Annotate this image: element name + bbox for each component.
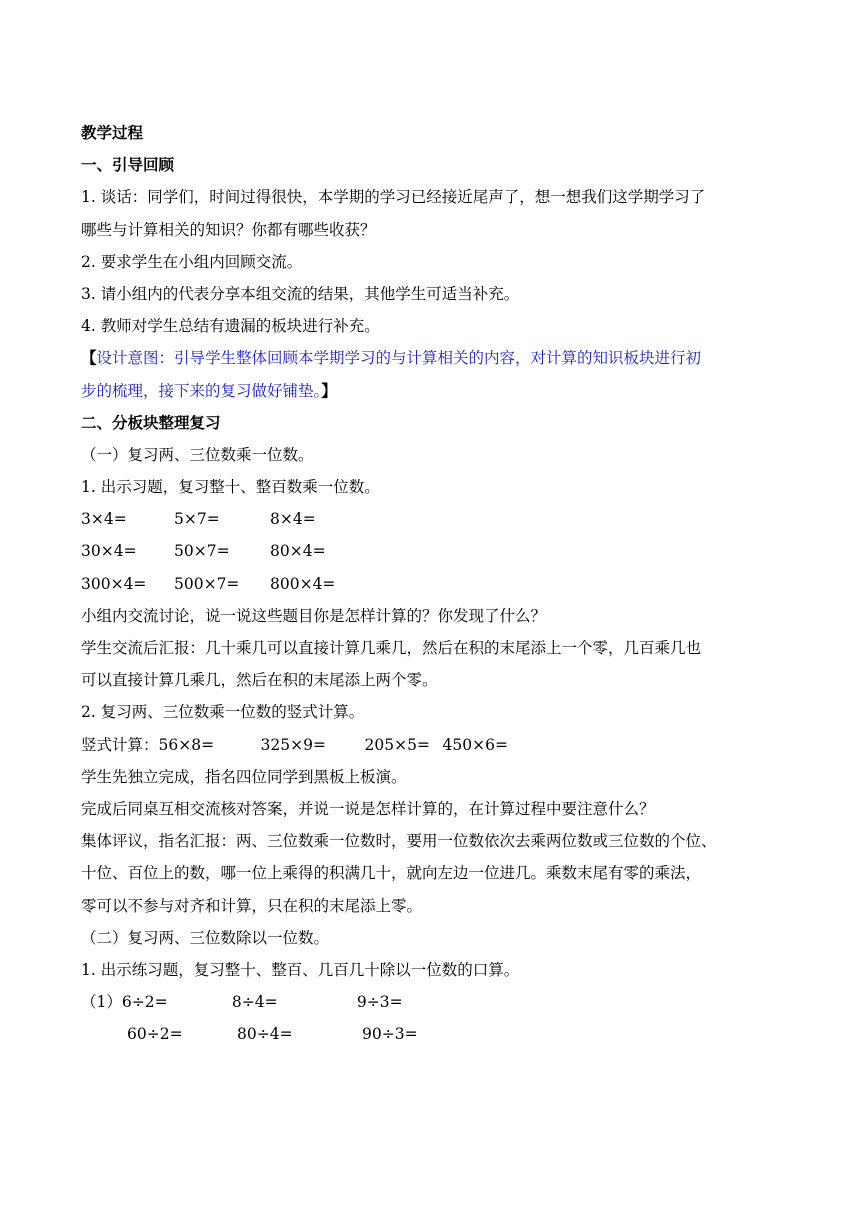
paragraph: 4. 教师对学生总结有遗漏的板块进行补充。 (81, 317, 380, 336)
expression: 450×6= (442, 735, 508, 754)
vertical-calc-label: 竖式计算： (81, 735, 159, 754)
paragraph: 可以直接计算几乘几，然后在积的末尾添上两个零。 (81, 671, 438, 690)
expression: 60÷2= (127, 1025, 183, 1044)
expression: 30×4= (81, 542, 137, 561)
paragraph: 哪些与计算相关的知识？你都有哪些收获？ (81, 220, 376, 239)
expression: 50×7= (174, 542, 230, 561)
expression: 3×4= (81, 510, 127, 529)
paragraph: 3. 请小组内的代表分享本组交流的结果，其他学生可适当补充。 (81, 284, 520, 303)
bracket-open: 【 (81, 348, 97, 368)
heading-block-review: 二、分板块整理复习 (81, 413, 221, 432)
paragraph: 2. 复习两、三位数乘一位数的竖式计算。 (81, 703, 365, 722)
paragraph: 小组内交流讨论，说一说这些题目你是怎样计算的？你发现了什么？ (81, 606, 547, 625)
section-title: 教学过程 (81, 124, 144, 142)
heading-guided-review: 一、引导回顾 (81, 156, 175, 175)
expression: 500×7= (174, 574, 240, 593)
paragraph: 学生交流后汇报：几十乘几可以直接计算几乘几，然后在积的末尾添上一个零，几百乘几也 (81, 639, 702, 657)
expression: 80÷4= (237, 1025, 293, 1044)
bracket-close: 】 (321, 380, 337, 400)
expression: 8×4= (270, 510, 316, 529)
item-number: （1） (81, 993, 122, 1012)
paragraph: 十位、百位上的数，哪一位上乘得的积满几十，就向左边一位进几。乘数末尾有零的乘法， (81, 864, 702, 883)
expression: 300×4= (81, 574, 147, 593)
design-intent (81, 342, 781, 374)
subheading-division: （二）复习两、三位数除以一位数。 (81, 928, 330, 947)
expression: 205×5= (364, 735, 430, 754)
div-row (81, 1018, 781, 1050)
design-intent-text: 步的梳理，接下来的复习做好铺垫。 (81, 381, 322, 400)
mult-row (81, 568, 781, 600)
mult-row (81, 503, 781, 535)
document-body (81, 117, 781, 1050)
expression: 9÷3= (356, 993, 403, 1012)
paragraph: 2. 要求学生在小组内回顾交流。 (81, 252, 303, 271)
expression: 6÷2= (121, 993, 168, 1012)
expression: 56×8= (158, 735, 215, 754)
div-row (81, 986, 781, 1018)
expression: 800×4= (270, 574, 336, 593)
paragraph: 1. 出示练习题，复习整十、整百、几百几十除以一位数的口算。 (81, 960, 520, 979)
subheading-multiplication: （一）复习两、三位数乘一位数。 (81, 445, 314, 464)
paragraph: 学生先独立完成，指名四位同学到黑板上板演。 (81, 767, 407, 786)
expression: 325×9= (260, 735, 326, 754)
expression: 5×7= (174, 510, 220, 529)
paragraph: 完成后同桌互相交流核对答案，并说一说是怎样计算的，在计算过程中要注意什么？ (81, 799, 655, 818)
design-intent-cont (81, 375, 781, 407)
mult-row (81, 535, 781, 567)
paragraph: 1. 谈话：同学们，时间过得很快，本学期的学习已经接近尾声了，想一想我们这学期学习了 (81, 188, 706, 207)
design-intent-text: 设计意图：引导学生整体回顾本学期学习的与计算相关的内容，对计算的知识板块进行初 (96, 349, 702, 368)
paragraph: 1. 出示习题，复习整十、整百数乘一位数。 (81, 478, 380, 497)
paragraph: 集体评议，指名汇报：两、三位数乘一位数时，要用一位数依次去乘两位数或三位数的个位、 (81, 832, 717, 851)
paragraph: 零可以不参与对齐和计算，只在积的末尾添上零。 (81, 896, 423, 915)
expression: 80×4= (270, 542, 326, 561)
expression: 90÷3= (362, 1025, 418, 1044)
vertical-calc-row (81, 729, 781, 761)
expression: 8÷4= (231, 993, 278, 1012)
